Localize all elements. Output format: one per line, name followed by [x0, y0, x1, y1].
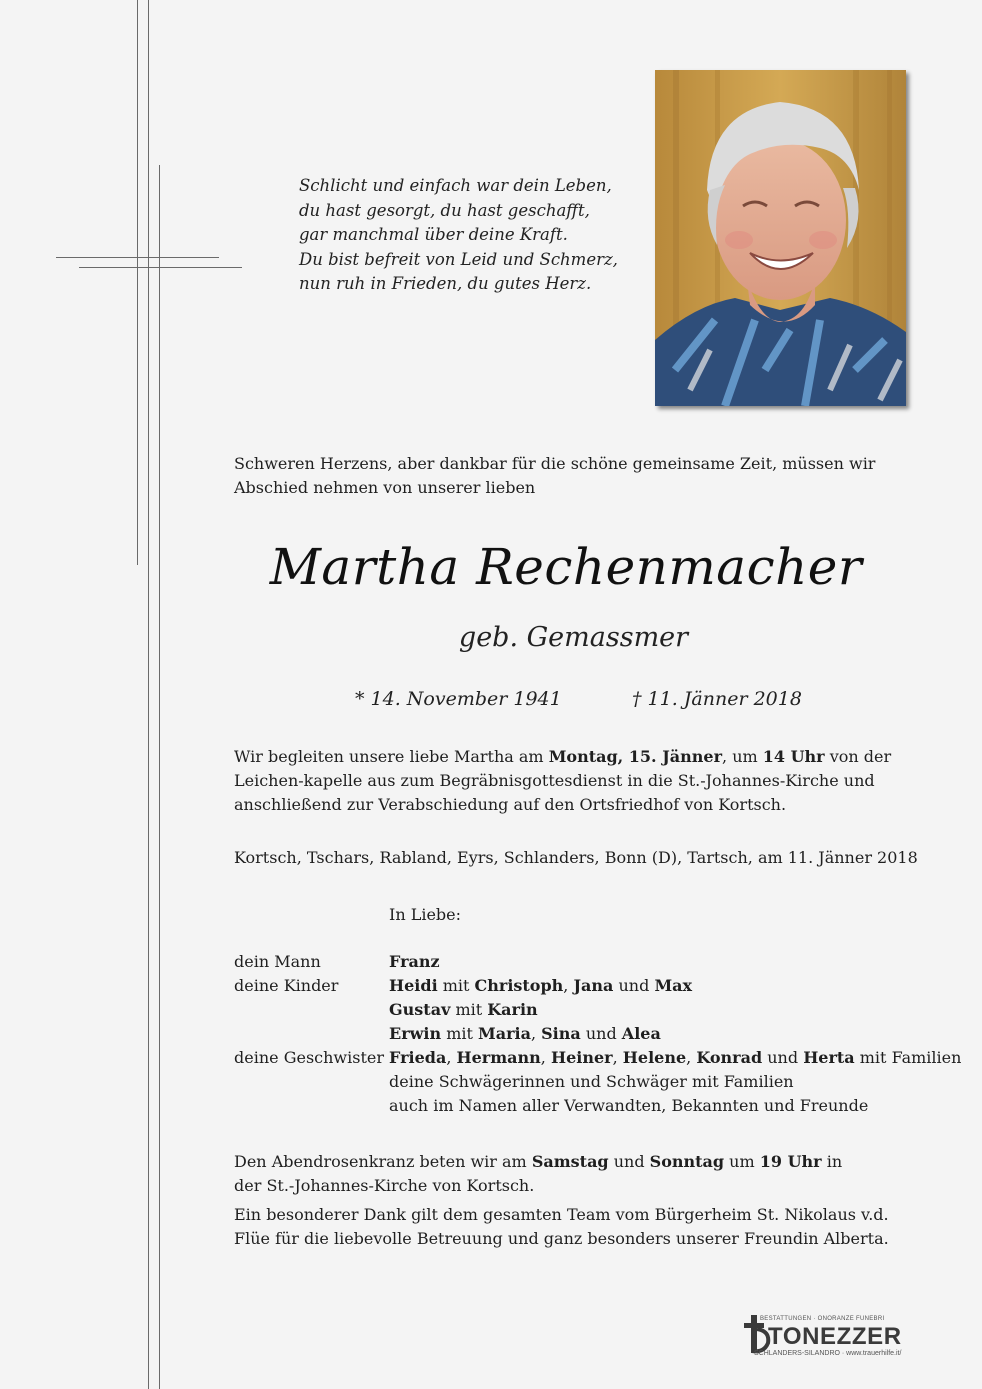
relation-label: deine Kinder — [234, 976, 339, 995]
text: mit — [437, 976, 475, 995]
funeral-time: 14 Uhr — [762, 747, 825, 766]
text: um — [724, 1152, 760, 1171]
cross-bar-2 — [79, 267, 242, 268]
cross-line-1 — [137, 0, 138, 565]
sibling-name: Helene — [622, 1048, 687, 1067]
place-date: Kortsch, Tschars, Rabland, Eyrs, Schlanders, Bonn (D), Tartsch, am 11. Jänner 2018 — [234, 848, 918, 867]
relatives-line: auch im Namen aller Verwandten, Bekannten und Freunde — [389, 1096, 869, 1115]
relation-label: dein Mann — [234, 952, 321, 971]
poem-line: nun ruh in Frieden, du gutes Herz. — [299, 274, 592, 293]
grandchild-name: Jana — [573, 976, 614, 995]
funeral-day: Montag, 15. Jänner — [548, 747, 723, 766]
text: , — [686, 1048, 697, 1067]
text: , — [540, 1048, 551, 1067]
funeral-home-logo — [742, 1313, 914, 1363]
inlaws-line: deine Schwägerinnen und Schwäger mit Familien — [389, 1072, 794, 1091]
funeral-info — [234, 745, 914, 817]
sibling-name: Heiner — [550, 1048, 613, 1067]
rosary-day: Samstag — [531, 1152, 609, 1171]
text: , — [530, 1024, 542, 1043]
text: , — [563, 976, 574, 995]
thanks-text: Ein besonderer Dank gilt dem gesamten Team vom Bürgerheim St. Nikolaus v.d. Flüe für die liebevolle Betreuung und ganz besonders unserer Freundin Alberta. — [234, 1205, 889, 1248]
husband-name: Franz — [389, 952, 440, 971]
sibling-name: Konrad — [696, 1048, 763, 1067]
portrait-illustration — [655, 70, 906, 406]
text: Wir begleiten unsere liebe Martha am — [234, 747, 549, 766]
sibling-name: Frieda — [389, 1048, 447, 1067]
cross-bar-1 — [56, 257, 219, 258]
deceased-name: Martha Rechenmacher — [269, 538, 863, 596]
poem-line: Schlicht und einfach war dein Leben, — [299, 176, 612, 195]
birth-date: * 14. November 1941 — [355, 688, 562, 710]
grandchild-name: Alea — [621, 1024, 661, 1043]
family-list — [234, 950, 961, 1118]
family-row — [234, 1046, 961, 1070]
text: von der Leichen-kapelle aus zum Begräbnisgottesdienst in die St.-Johannes-Kirche und anschließend zur Verabschiedung auf den Ortsfriedhof von Kortsch. — [234, 747, 892, 814]
text: , — [612, 1048, 623, 1067]
child-name: Gustav — [389, 1000, 451, 1019]
text: und — [613, 976, 655, 995]
family-row — [234, 974, 961, 998]
text: mit Familien — [854, 1048, 962, 1067]
relation-label: deine Geschwister — [234, 1048, 384, 1067]
intro-text: Schweren Herzens, aber dankbar für die schöne gemeinsame Zeit, müssen wir Abschied nehmen von unserer lieben — [234, 454, 876, 497]
family-row — [234, 1070, 961, 1094]
child-name: Erwin — [389, 1024, 442, 1043]
rosary-info — [234, 1150, 854, 1198]
poem — [299, 174, 619, 297]
portrait-photo — [655, 70, 906, 406]
logo-brand: TONEZZER — [768, 1323, 902, 1350]
cross-line-2 — [148, 0, 149, 1389]
partner-name: Maria — [478, 1024, 531, 1043]
maiden-name: geb. Gemassmer — [458, 622, 689, 653]
poem-line: du hast gesorgt, du hast geschafft, — [299, 200, 590, 220]
family-row — [234, 1094, 961, 1118]
rosary-day: Sonntag — [649, 1152, 725, 1171]
death-date: † 11. Jänner 2018 — [632, 688, 802, 710]
text: in der St.-Johannes-Kirche von Kortsch. — [234, 1152, 843, 1195]
text: , — [446, 1048, 457, 1067]
grandchild-name: Max — [654, 976, 693, 995]
sibling-name: Hermann — [456, 1048, 541, 1067]
family-row — [234, 998, 961, 1022]
partner-name: Christoph — [474, 976, 564, 995]
text: mit — [450, 1000, 488, 1019]
cross-line-3 — [159, 165, 160, 1389]
logo-tagline: BESTATTUNGEN · ONORANZE FUNEBRI — [760, 1316, 885, 1322]
child-name: Heidi — [389, 976, 438, 995]
text: , um — [722, 747, 763, 766]
text: mit — [441, 1024, 478, 1043]
text: und — [580, 1024, 622, 1043]
text: und — [762, 1048, 804, 1067]
in-liebe: In Liebe: — [389, 905, 462, 924]
poem-line: Du bist befreit von Leid und Schmerz, — [299, 249, 618, 269]
sibling-name: Herta — [803, 1048, 855, 1067]
rosary-time: 19 Uhr — [759, 1152, 822, 1171]
family-row — [234, 1022, 961, 1046]
poem-line: gar manchmal über deine Kraft. — [299, 225, 568, 244]
family-row — [234, 950, 961, 974]
text: Den Abendrosenkranz beten wir am — [234, 1152, 532, 1171]
text: und — [608, 1152, 650, 1171]
partner-name: Karin — [487, 1000, 538, 1019]
logo-subline: SCHLANDERS-SILANDRO · www.trauerhilfe.it/ — [754, 1350, 902, 1357]
grandchild-name: Sina — [541, 1024, 581, 1043]
